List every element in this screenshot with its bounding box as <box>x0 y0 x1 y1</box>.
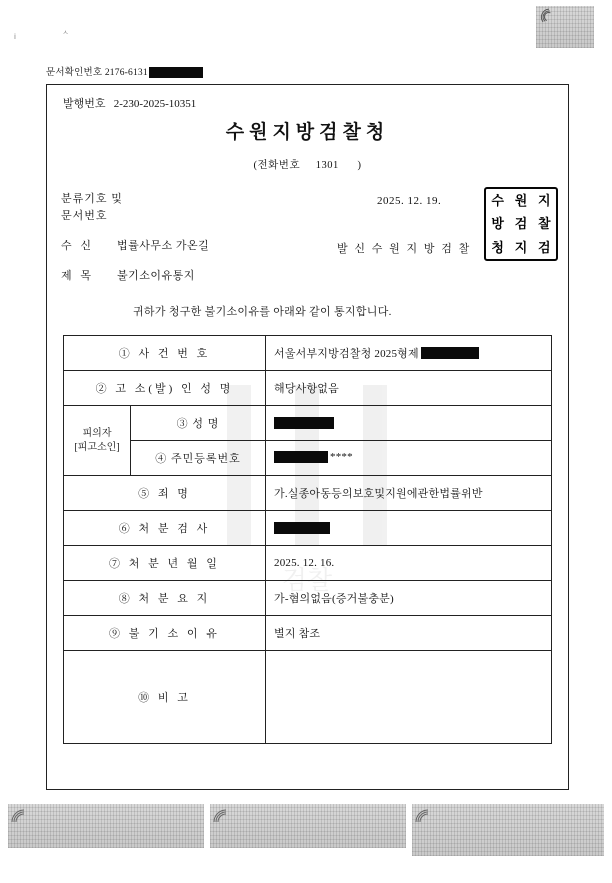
issue-number-line <box>63 95 196 111</box>
seal-char-2: 지 <box>538 193 551 209</box>
phone-number: 1301 <box>315 160 339 171</box>
row-value-complainant: 해당사항없음 <box>266 371 552 406</box>
row-label-case-number <box>64 336 266 371</box>
subject-value: 불기소이유통지 <box>117 270 195 282</box>
row-value-case-number <box>266 336 552 371</box>
scan-mark-left-2: ㅅ <box>62 29 69 37</box>
table-row <box>64 651 552 744</box>
seal-char-6: 청 <box>491 239 504 255</box>
row-index: ⑧ <box>118 593 133 605</box>
row-label-remarks <box>64 651 266 744</box>
seal-char-4: 검 <box>514 216 528 232</box>
classification-line-2: 문서번호 <box>61 210 108 222</box>
row-index: ⑩ <box>138 692 153 704</box>
table-row <box>64 616 552 651</box>
watermark-text: 검찰 <box>281 566 333 595</box>
row-index: ⑨ <box>109 628 124 640</box>
row-label-text: 처 분 년 월 일 <box>128 558 220 570</box>
scan-mark-left: ⅰ <box>14 33 16 41</box>
table-row <box>64 336 552 371</box>
row-value-charge: 가.실종아동등의보호및지원에관한법률위반 <box>266 476 552 511</box>
row-label-suspect-name <box>131 406 266 441</box>
scan-noise-bottom-2 <box>210 804 406 848</box>
row-index: ④ <box>155 453 168 465</box>
confirm-number: 2176-6131 <box>104 68 148 78</box>
issue-date: 2025. 12. 19. <box>377 195 442 207</box>
row-index: ③ <box>176 418 189 430</box>
official-seal-stamp <box>484 187 558 261</box>
row-label-text: 불 기 소 이 유 <box>128 628 220 640</box>
sender-line: 발 신 수 원 지 방 검 찰 <box>337 243 472 255</box>
seal-char-3: 방 <box>491 216 504 232</box>
row-value-remarks <box>266 651 552 744</box>
prosecutor-redaction <box>274 522 330 534</box>
row-value-disposition-summary: 가-혐의없음(증거불충분) <box>266 581 552 616</box>
seal-char-5: 찰 <box>538 216 551 232</box>
row-index: ⑥ <box>118 523 133 535</box>
case-number-text: 서울서부지방검찰청 2025형제 <box>274 348 419 360</box>
document-frame <box>46 84 569 790</box>
page-title: 수원지방검찰청 <box>225 122 390 143</box>
resident-number-text: **** <box>330 450 353 463</box>
table-row <box>64 476 552 511</box>
table-row <box>64 511 552 546</box>
swirl-icon-bottom-left <box>10 806 30 826</box>
row-value-reason: 별지 참조 <box>266 616 552 651</box>
row-index: ② <box>95 383 110 395</box>
table-row <box>64 406 552 441</box>
row-index: ① <box>118 348 133 360</box>
suspect-group-line-1: 피의자 <box>82 428 112 439</box>
seal-char-1: 원 <box>514 193 528 209</box>
seal-char-8: 검 <box>538 239 551 255</box>
row-label-text: 비 고 <box>157 692 191 704</box>
phone-label: (전화번호 <box>253 160 301 171</box>
row-label-text: 주민등록번호 <box>170 453 241 465</box>
phone-line <box>47 157 568 172</box>
row-value-disposition-date: 2025. 12. 16. <box>266 546 552 581</box>
table-row <box>64 546 552 581</box>
row-label-resident-number <box>131 441 266 476</box>
row-label-text: 고 소(발) 인 성 명 <box>115 383 234 395</box>
phone-close: ) <box>357 160 362 171</box>
row-label-complainant <box>64 371 266 406</box>
swirl-icon-bottom-right <box>414 806 434 826</box>
classification-line-1: 분류기호 및 <box>61 193 123 205</box>
row-value-prosecutor <box>266 511 552 546</box>
row-label-prosecutor <box>64 511 266 546</box>
row-label-text: 처 분 요 지 <box>138 593 211 605</box>
scan-noise-bottom-3 <box>412 804 604 856</box>
row-label-reason <box>64 616 266 651</box>
row-label-disposition-summary <box>64 581 266 616</box>
resident-number-redaction <box>274 451 328 463</box>
case-number-redaction <box>421 347 479 359</box>
row-label-text: 처 분 검 사 <box>138 523 211 535</box>
row-index: ⑤ <box>138 488 153 500</box>
row-label-text: 사 건 번 호 <box>138 348 211 360</box>
suspect-group-line-2: [피고소인] <box>74 441 120 453</box>
issue-number: 2-230-2025-10351 <box>113 98 197 110</box>
table-row <box>64 441 552 476</box>
case-details-table <box>63 335 552 744</box>
row-index: ⑦ <box>109 558 124 570</box>
swirl-icon-bottom-center <box>212 806 232 826</box>
table-row <box>64 581 552 616</box>
notice-text: 귀하가 청구한 불기소이유를 아래와 같이 통지합니다. <box>133 306 392 318</box>
confirm-redaction <box>149 67 203 78</box>
table-row <box>64 371 552 406</box>
row-value-resident-number <box>266 441 552 476</box>
row-label-text: 성 명 <box>192 418 220 430</box>
document-confirm-line <box>46 64 203 78</box>
scan-noise-bottom-1 <box>8 804 204 848</box>
row-label-text: 죄 명 <box>157 488 191 500</box>
row-label-charge <box>64 476 266 511</box>
issue-label: 발행번호 <box>63 98 106 110</box>
recipient-label: 수 신 <box>61 240 95 252</box>
row-value-suspect-name <box>266 406 552 441</box>
seal-char-0: 수 <box>491 193 504 209</box>
row-label-disposition-date <box>64 546 266 581</box>
suspect-name-redaction <box>274 417 334 429</box>
suspect-group-label <box>64 406 131 476</box>
confirm-label: 문서확인번호 <box>46 68 103 78</box>
seal-char-7: 지 <box>514 239 528 255</box>
subject-label: 제 목 <box>61 270 95 282</box>
recipient-value: 법률사무소 가온길 <box>117 240 210 252</box>
